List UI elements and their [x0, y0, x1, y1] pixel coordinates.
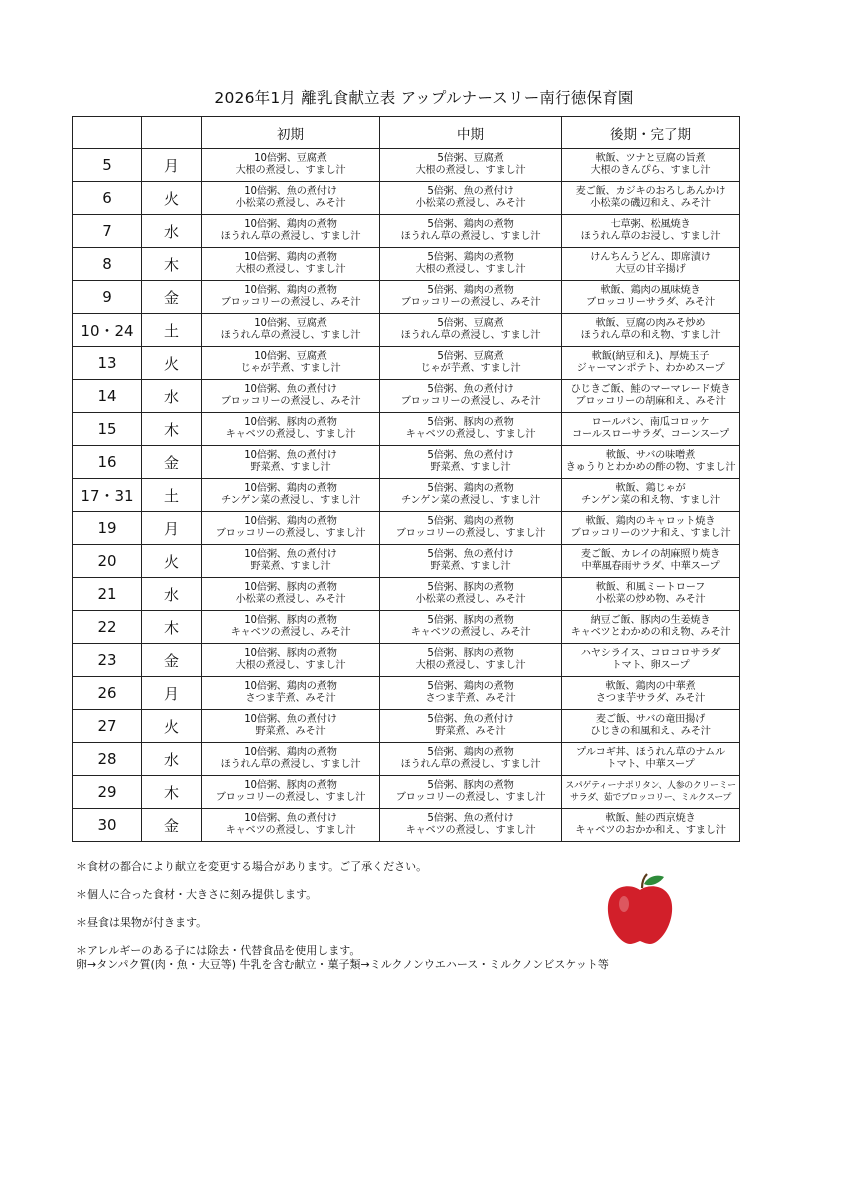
date-cell: 6	[73, 182, 142, 215]
menu-line: 5倍粥、魚の煮付け	[427, 383, 514, 395]
menu-line: 中華風春雨サラダ、中華スープ	[581, 561, 720, 572]
menu-line: 5倍粥、豚肉の煮物	[427, 647, 514, 659]
menu-line: ほうれん草の煮浸し、すまし汁	[400, 231, 541, 242]
menu-line: 10倍粥、魚の煮付け	[244, 713, 337, 725]
table-row	[73, 248, 740, 281]
menu-line: 5倍粥、豚肉の煮物	[427, 779, 514, 791]
menu-line: 軟飯、和風ミートローフ	[595, 581, 706, 593]
menu-line: 10倍粥、豚肉の煮物	[244, 647, 337, 659]
early-stage-menu	[202, 182, 380, 215]
menu-line: キャベツとわかめの和え物、みそ汁	[570, 627, 731, 638]
menu-line: ほうれん草の煮浸し、すまし汁	[400, 759, 541, 770]
menu-line: 大根の煮浸し、すまし汁	[415, 660, 526, 671]
menu-line: けんちんうどん、即席漬け	[590, 251, 711, 263]
date-cell: 10・24	[73, 314, 142, 347]
apple-leaf	[644, 876, 664, 885]
date-cell: 20	[73, 545, 142, 578]
table-row	[73, 413, 740, 446]
table-row	[73, 578, 740, 611]
menu-line: さつま芋煮、みそ汁	[245, 693, 336, 704]
middle-stage-menu	[380, 512, 562, 545]
date-cell: 14	[73, 380, 142, 413]
table-row	[73, 512, 740, 545]
table-row	[73, 182, 740, 215]
menu-line: 5倍粥、豆腐煮	[437, 152, 504, 164]
menu-line: 10倍粥、豆腐煮	[254, 317, 327, 329]
table-row	[73, 776, 740, 809]
early-stage-menu	[202, 743, 380, 776]
date-cell: 23	[73, 644, 142, 677]
late-stage-menu	[562, 281, 740, 314]
menu-line: 5倍粥、豆腐煮	[437, 350, 504, 362]
menu-line: 5倍粥、魚の煮付け	[427, 185, 514, 197]
early-stage-menu	[202, 281, 380, 314]
weekday-cell: 木	[142, 611, 202, 644]
menu-line: 軟飯、鶏肉の中華煮	[605, 680, 696, 692]
menu-line: 大豆の甘辛揚げ	[615, 264, 686, 275]
menu-line: 大根のきんぴら、すまし汁	[590, 165, 711, 176]
menu-line: 10倍粥、豚肉の煮物	[244, 581, 337, 593]
menu-line: 大根の煮浸し、すまし汁	[415, 165, 526, 176]
early-stage-menu	[202, 809, 380, 842]
late-stage-menu	[562, 578, 740, 611]
date-cell: 26	[73, 677, 142, 710]
early-stage-menu	[202, 149, 380, 182]
middle-stage-menu	[380, 809, 562, 842]
menu-line: 5倍粥、鶏肉の煮物	[427, 218, 514, 230]
header-date	[73, 117, 142, 149]
table-row	[73, 281, 740, 314]
header-late-stage: 後期・完了期	[562, 117, 740, 149]
weekday-cell: 金	[142, 809, 202, 842]
early-stage-menu	[202, 347, 380, 380]
menu-line: 10倍粥、魚の煮付け	[244, 449, 337, 461]
menu-line: 軟飯、サバの味噌煮	[605, 449, 696, 461]
menu-line: ハヤシライス、コロコロサラダ	[580, 647, 721, 659]
menu-line: ジャーマンポテト、わかめスープ	[576, 363, 725, 374]
menu-line: トマト、卵スープ	[611, 660, 690, 671]
menu-table	[72, 116, 740, 842]
early-stage-menu	[202, 314, 380, 347]
menu-line: 10倍粥、豚肉の煮物	[244, 416, 337, 428]
menu-line: 大根の煮浸し、すまし汁	[235, 165, 346, 176]
menu-line: トマト、中華スープ	[606, 759, 695, 770]
date-cell: 29	[73, 776, 142, 809]
menu-line: ほうれん草の煮浸し、すまし汁	[220, 231, 361, 242]
header-middle-stage: 中期	[380, 117, 562, 149]
menu-line: キャベツの煮浸し、すまし汁	[405, 429, 536, 440]
early-stage-menu	[202, 578, 380, 611]
menu-line: 麦ご飯、カレイの胡麻照り焼き	[580, 548, 721, 560]
menu-line: キャベツの煮浸し、すまし汁	[225, 825, 356, 836]
table-row	[73, 677, 740, 710]
menu-line: 大根の煮浸し、すまし汁	[415, 264, 526, 275]
note-fruit: ＊昼食は果物が付きます。	[76, 916, 208, 929]
date-cell: 16	[73, 446, 142, 479]
menu-line: チンゲン菜の和え物、すまし汁	[581, 495, 720, 506]
late-stage-menu	[562, 314, 740, 347]
middle-stage-menu	[380, 248, 562, 281]
early-stage-menu	[202, 248, 380, 281]
late-stage-menu	[562, 545, 740, 578]
early-stage-menu	[202, 380, 380, 413]
menu-line: 5倍粥、豆腐煮	[437, 317, 504, 329]
menu-line: 5倍粥、魚の煮付け	[427, 548, 514, 560]
weekday-cell: 木	[142, 776, 202, 809]
weekday-cell: 水	[142, 578, 202, 611]
menu-line: ほうれん草の煮浸し、すまし汁	[400, 330, 541, 341]
menu-line: ブロッコリーの煮浸し、すまし汁	[215, 792, 366, 803]
menu-line: ほうれん草の煮浸し、すまし汁	[220, 759, 361, 770]
table-row	[73, 347, 740, 380]
table-row	[73, 644, 740, 677]
late-stage-menu	[562, 512, 740, 545]
menu-line: 軟飯、豆腐の肉みそ炒め	[595, 317, 706, 329]
middle-stage-menu	[380, 743, 562, 776]
menu-line: ひじきご飯、鮭のマーマレード焼き	[570, 383, 731, 395]
header-day	[142, 117, 202, 149]
date-cell: 8	[73, 248, 142, 281]
apple-icon	[604, 872, 676, 946]
late-stage-menu	[562, 149, 740, 182]
middle-stage-menu	[380, 281, 562, 314]
menu-line: 軟飯(納豆和え)、厚焼玉子	[591, 350, 710, 362]
early-stage-menu	[202, 677, 380, 710]
menu-line: じゃが芋煮、すまし汁	[420, 363, 521, 374]
table-row	[73, 446, 740, 479]
menu-line: コールスローサラダ、コーンスープ	[571, 429, 730, 440]
late-stage-menu	[562, 776, 740, 809]
menu-line: 5倍粥、鶏肉の煮物	[427, 746, 514, 758]
menu-line: さつま芋煮、みそ汁	[425, 693, 516, 704]
apple-body	[608, 886, 672, 944]
page-title: 2026年1月 離乳食献立表 アップルナースリー南行徳保育園	[214, 89, 634, 107]
middle-stage-menu	[380, 347, 562, 380]
date-cell: 19	[73, 512, 142, 545]
menu-line: 大根の煮浸し、すまし汁	[235, 264, 346, 275]
date-cell: 28	[73, 743, 142, 776]
menu-line: ほうれん草の和え物、すまし汁	[580, 330, 721, 341]
date-cell: 21	[73, 578, 142, 611]
menu-line: ブロッコリーの煮浸し、みそ汁	[400, 396, 541, 407]
apple-highlight	[619, 896, 629, 912]
menu-line: ブロッコリーの煮浸し、すまし汁	[395, 528, 546, 539]
menu-line: ブロッコリーのツナ和え、すまし汁	[570, 528, 731, 539]
menu-line: ロールパン、南瓜コロッケ	[591, 416, 710, 428]
table-row	[73, 545, 740, 578]
menu-line: 麦ご飯、サバの竜田揚げ	[595, 713, 706, 725]
early-stage-menu	[202, 611, 380, 644]
menu-line: キャベツの煮浸し、みそ汁	[230, 627, 351, 638]
menu-line: ブロッコリーの煮浸し、すまし汁	[395, 792, 546, 803]
menu-line: 軟飯、鮭の西京焼き	[605, 812, 696, 824]
menu-line: 10倍粥、魚の煮付け	[244, 185, 337, 197]
weekday-cell: 火	[142, 182, 202, 215]
weekday-cell: 金	[142, 446, 202, 479]
weekday-cell: 月	[142, 512, 202, 545]
note-menu-change: ＊食材の都合により献立を変更する場合があります。ご了承ください。	[76, 860, 428, 873]
late-stage-menu	[562, 248, 740, 281]
middle-stage-menu	[380, 611, 562, 644]
menu-line: 軟飯、ツナと豆腐の旨煮	[595, 152, 706, 164]
menu-line: キャベツの煮浸し、すまし汁	[225, 429, 356, 440]
menu-line: 小松菜の煮浸し、みそ汁	[235, 198, 346, 209]
menu-line: 10倍粥、鶏肉の煮物	[244, 251, 337, 263]
note-portion: ＊個人に合った食材・大きさに刻み提供します。	[76, 888, 318, 901]
table-row	[73, 380, 740, 413]
early-stage-menu	[202, 215, 380, 248]
menu-line: 5倍粥、魚の煮付け	[427, 812, 514, 824]
menu-line: 小松菜の磯辺和え、みそ汁	[590, 198, 711, 209]
late-stage-menu	[562, 644, 740, 677]
middle-stage-menu	[380, 644, 562, 677]
menu-line: 10倍粥、豆腐煮	[254, 152, 327, 164]
date-cell: 9	[73, 281, 142, 314]
menu-line: 軟飯、鶏じゃが	[615, 482, 686, 494]
menu-line: 10倍粥、魚の煮付け	[244, 548, 337, 560]
menu-line: 小松菜の煮浸し、みそ汁	[415, 198, 526, 209]
menu-line: 七草粥、松風焼き	[610, 218, 691, 230]
menu-line: 5倍粥、鶏肉の煮物	[427, 482, 514, 494]
weekday-cell: 火	[142, 347, 202, 380]
early-stage-menu	[202, 479, 380, 512]
menu-line: 10倍粥、豚肉の煮物	[244, 779, 337, 791]
weekday-cell: 土	[142, 314, 202, 347]
menu-line: 5倍粥、魚の煮付け	[427, 713, 514, 725]
menu-line: 10倍粥、豚肉の煮物	[244, 614, 337, 626]
table-row	[73, 710, 740, 743]
middle-stage-menu	[380, 677, 562, 710]
late-stage-menu	[562, 809, 740, 842]
menu-line: 軟飯、鶏肉の風味焼き	[600, 284, 701, 296]
menu-line: 小松菜の炒め物、みそ汁	[595, 594, 706, 605]
middle-stage-menu	[380, 314, 562, 347]
weekday-cell: 金	[142, 281, 202, 314]
menu-line: 10倍粥、鶏肉の煮物	[244, 515, 337, 527]
middle-stage-menu	[380, 578, 562, 611]
menu-line: 10倍粥、魚の煮付け	[244, 383, 337, 395]
weekday-cell: 水	[142, 215, 202, 248]
middle-stage-menu	[380, 710, 562, 743]
menu-line: 10倍粥、鶏肉の煮物	[244, 482, 337, 494]
table-row	[73, 809, 740, 842]
menu-line: じゃが芋煮、すまし汁	[240, 363, 341, 374]
date-cell: 15	[73, 413, 142, 446]
weekday-cell: 金	[142, 644, 202, 677]
late-stage-menu	[562, 611, 740, 644]
menu-line: 10倍粥、魚の煮付け	[244, 812, 337, 824]
late-stage-menu	[562, 710, 740, 743]
table-row	[73, 611, 740, 644]
date-cell: 22	[73, 611, 142, 644]
table-row	[73, 149, 740, 182]
weekday-cell: 木	[142, 413, 202, 446]
early-stage-menu	[202, 644, 380, 677]
late-stage-menu	[562, 380, 740, 413]
late-stage-menu	[562, 215, 740, 248]
menu-line: 5倍粥、鶏肉の煮物	[427, 515, 514, 527]
menu-line: キャベツの煮浸し、みそ汁	[410, 627, 531, 638]
menu-line: 野菜煮、みそ汁	[255, 726, 326, 737]
middle-stage-menu	[380, 413, 562, 446]
menu-line: 10倍粥、鶏肉の煮物	[244, 284, 337, 296]
late-stage-menu	[562, 677, 740, 710]
menu-line: 5倍粥、魚の煮付け	[427, 449, 514, 461]
late-stage-menu	[562, 479, 740, 512]
menu-line: 野菜煮、すまし汁	[250, 462, 331, 473]
menu-line: ひじきの和風和え、みそ汁	[590, 726, 711, 737]
menu-line: 麦ご飯、カジキのおろしあんかけ	[575, 185, 726, 197]
middle-stage-menu	[380, 446, 562, 479]
menu-line: スパゲティーナポリタン、人参のクリーミー	[565, 780, 736, 791]
table-row	[73, 743, 740, 776]
weekday-cell: 土	[142, 479, 202, 512]
middle-stage-menu	[380, 545, 562, 578]
middle-stage-menu	[380, 215, 562, 248]
date-cell: 30	[73, 809, 142, 842]
date-cell: 7	[73, 215, 142, 248]
date-cell: 13	[73, 347, 142, 380]
late-stage-menu	[562, 743, 740, 776]
early-stage-menu	[202, 545, 380, 578]
middle-stage-menu	[380, 149, 562, 182]
late-stage-menu	[562, 182, 740, 215]
note-allergy-detail: 卵→タンパク質(肉・魚・大豆等) 牛乳を含む献立・菓子類→ミルクノンウエハース・ミルクノンビスケット等	[76, 958, 609, 971]
menu-line: 10倍粥、鶏肉の煮物	[244, 746, 337, 758]
menu-line: 5倍粥、豚肉の煮物	[427, 416, 514, 428]
weekday-cell: 火	[142, 710, 202, 743]
menu-line: チンゲン菜の煮浸し、すまし汁	[401, 495, 540, 506]
menu-line: ブロッコリーの煮浸し、みそ汁	[400, 297, 541, 308]
table-row	[73, 215, 740, 248]
table-row	[73, 479, 740, 512]
menu-line: ブロッコリーの煮浸し、すまし汁	[215, 528, 366, 539]
menu-line: プルコギ丼、ほうれん草のナムル	[576, 746, 725, 758]
weekday-cell: 月	[142, 149, 202, 182]
menu-line: 野菜煮、すまし汁	[430, 462, 511, 473]
menu-line: サラダ、茹でブロッコリー、ミルクスープ	[569, 793, 732, 803]
date-cell: 5	[73, 149, 142, 182]
note-allergy: ＊アレルギーのある子には除去・代替食品を使用します。	[76, 944, 361, 957]
menu-line: 小松菜の煮浸し、みそ汁	[415, 594, 526, 605]
menu-line: 10倍粥、鶏肉の煮物	[244, 218, 337, 230]
menu-line: チンゲン菜の煮浸し、すまし汁	[221, 495, 360, 506]
menu-line: ほうれん草のお浸し、すまし汁	[580, 231, 721, 242]
header-early-stage: 初期	[202, 117, 380, 149]
early-stage-menu	[202, 512, 380, 545]
middle-stage-menu	[380, 479, 562, 512]
menu-line: ブロッコリーの煮浸し、みそ汁	[220, 297, 361, 308]
menu-line: ブロッコリーの胡麻和え、みそ汁	[575, 396, 726, 407]
early-stage-menu	[202, 413, 380, 446]
weekday-cell: 水	[142, 380, 202, 413]
menu-line: きゅうりとわかめの酢の物、すまし汁	[565, 462, 736, 473]
menu-line: 5倍粥、鶏肉の煮物	[427, 251, 514, 263]
early-stage-menu	[202, 776, 380, 809]
menu-line: 納豆ご飯、豚肉の生姜焼き	[590, 614, 711, 626]
late-stage-menu	[562, 446, 740, 479]
weekday-cell: 水	[142, 743, 202, 776]
weekday-cell: 木	[142, 248, 202, 281]
menu-line: 5倍粥、豚肉の煮物	[427, 581, 514, 593]
menu-line: 10倍粥、鶏肉の煮物	[244, 680, 337, 692]
late-stage-menu	[562, 347, 740, 380]
menu-line: 軟飯、鶏肉のキャロット焼き	[585, 515, 716, 527]
date-cell: 27	[73, 710, 142, 743]
menu-line: 10倍粥、豆腐煮	[254, 350, 327, 362]
date-cell: 17・31	[73, 479, 142, 512]
menu-line: ブロッコリーサラダ、みそ汁	[586, 297, 715, 308]
menu-line: 大根の煮浸し、すまし汁	[235, 660, 346, 671]
menu-line: キャベツの煮浸し、すまし汁	[405, 825, 536, 836]
late-stage-menu	[562, 413, 740, 446]
menu-line: 野菜煮、すまし汁	[250, 561, 331, 572]
menu-line: ブロッコリーの煮浸し、みそ汁	[220, 396, 361, 407]
menu-line: 5倍粥、鶏肉の煮物	[427, 284, 514, 296]
middle-stage-menu	[380, 776, 562, 809]
middle-stage-menu	[380, 182, 562, 215]
menu-line: 5倍粥、豚肉の煮物	[427, 614, 514, 626]
early-stage-menu	[202, 710, 380, 743]
menu-line: ほうれん草の煮浸し、すまし汁	[220, 330, 361, 341]
table-row	[73, 314, 740, 347]
middle-stage-menu	[380, 380, 562, 413]
menu-line: 小松菜の煮浸し、みそ汁	[235, 594, 346, 605]
menu-line: 野菜煮、みそ汁	[435, 726, 506, 737]
menu-line: 5倍粥、鶏肉の煮物	[427, 680, 514, 692]
weekday-cell: 月	[142, 677, 202, 710]
weekday-cell: 火	[142, 545, 202, 578]
header-row	[73, 117, 740, 149]
menu-line: さつま芋サラダ、みそ汁	[595, 693, 706, 704]
early-stage-menu	[202, 446, 380, 479]
menu-line: キャベツのおかか和え、すまし汁	[575, 825, 726, 836]
menu-line: 野菜煮、すまし汁	[430, 561, 511, 572]
